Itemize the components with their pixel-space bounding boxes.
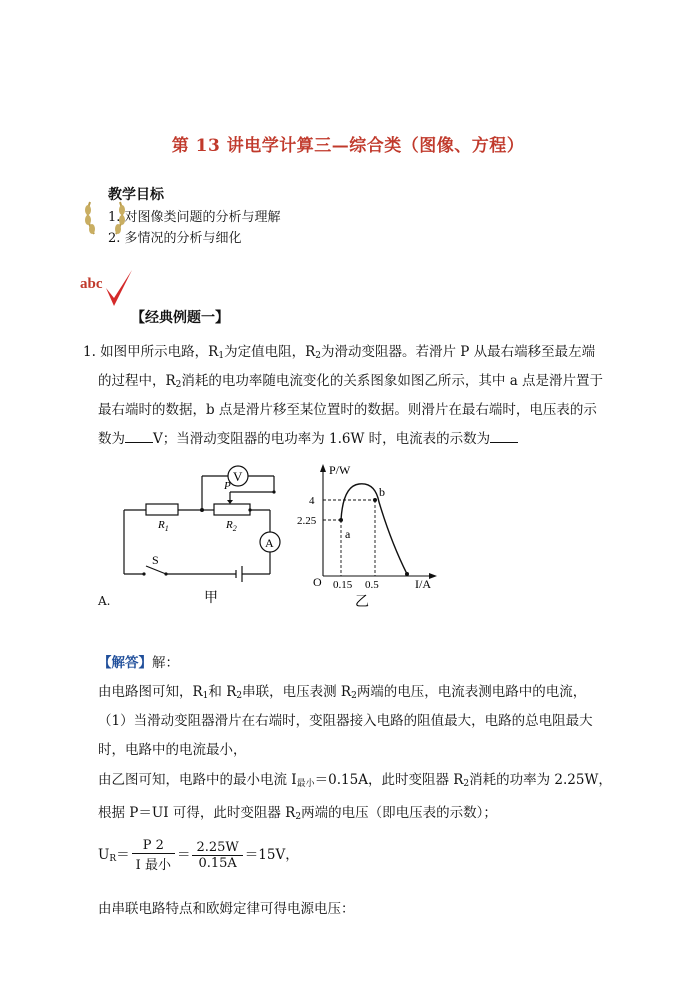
- slider-label: P: [224, 480, 231, 492]
- solution-line-7: 由串联电路特点和欧姆定律可得电源电压：: [98, 901, 355, 917]
- page-title: 第 13 讲电学计算三—综合类（图像、方程）: [171, 136, 525, 156]
- solution-line-4: 由乙图可知，电路中的最小电流 $I_{最小}=0.15A$，此时变阻器 $R_2$消耗的功率为 2.25W，: [98, 772, 612, 789]
- solution-heading: 【解答】解：: [98, 655, 179, 671]
- switch-label: S: [152, 553, 159, 567]
- y-tick: 2.25: [297, 515, 317, 527]
- power-current-graph: [293, 462, 443, 612]
- ammeter-label: A: [265, 536, 274, 550]
- solution-line-3: 时，电路中的电流最小，: [98, 742, 247, 758]
- x-tick: 0.5: [365, 579, 379, 591]
- question-line-2: 的过程中，$R_2$消耗的电功率随电流变化的关系图象如图乙所示，其中 a 点是滑片置于: [98, 373, 604, 390]
- question-line-4: 数为 V；当滑动变阻器的电功率为 1.6W 时，电流表的示数为: [98, 427, 518, 447]
- question-line-1: 1. 如图甲所示电路，$R_1$为定值电阻，$R_2$为滑动变阻器。若滑片 P 从最右端移至最左端: [83, 344, 596, 361]
- x-axis-label: I/A: [415, 577, 431, 591]
- formula: $U_R=$ $\frac{P 2}{\text{I 最小}}$ ＝ $\frac{2.25W}{0.15A}$ ＝15V，: [98, 838, 299, 873]
- circuit-caption: 甲: [204, 591, 218, 606]
- y-axis-label: P/W: [329, 463, 351, 477]
- answer-blank[interactable]: [490, 432, 518, 443]
- goal-item: 2. 多情况的分析与细化: [108, 231, 242, 246]
- fraction: $\frac{2.25W}{0.15A}$: [192, 840, 242, 871]
- solution-line-2: （1）当滑动变阻器滑片在右端时，变阻器接入电路的阻值最大，电路的总电阻最大: [98, 713, 593, 729]
- solution-line-1: 由电路图可知，$R_1$和 $R_2$串联，电压表测 $R_2$两端的电压，电流表测电路中的电流，: [98, 684, 587, 701]
- abc-check-logo: [80, 268, 136, 316]
- example-heading: 【经典例题一】: [131, 310, 229, 326]
- fraction: $\frac{P 2}{\text{I 最小}}$: [132, 838, 175, 873]
- question-line-3: 最右端时的数据，b 点是滑片移至某位置时的数据。则滑片在最右端时，电压表的示: [98, 402, 597, 418]
- teaching-goals-heading: 教学目标: [108, 187, 164, 203]
- goal-item: 1. 对图像类问题的分析与理解: [108, 210, 281, 225]
- logo-text: abc: [80, 276, 103, 292]
- point-a-label: a: [345, 527, 351, 541]
- y-tick: 4: [309, 495, 315, 507]
- origin-label: O: [313, 575, 322, 589]
- solution-line-5: 根据 P＝UI 可得，此时变阻器 $R_2$两端的电压（即电压表的示数）；: [98, 805, 497, 822]
- x-tick: 0.15: [333, 579, 353, 591]
- voltmeter-label: V: [233, 469, 243, 484]
- point-b-label: b: [379, 485, 385, 499]
- answer-blank[interactable]: [125, 432, 153, 443]
- circuit-diagram: [118, 462, 288, 612]
- graph-caption: 乙: [355, 595, 369, 610]
- r1-label: $R_1$: [158, 519, 169, 533]
- answer-letter: A.: [98, 594, 111, 608]
- r2-label: $R_2$: [226, 519, 237, 533]
